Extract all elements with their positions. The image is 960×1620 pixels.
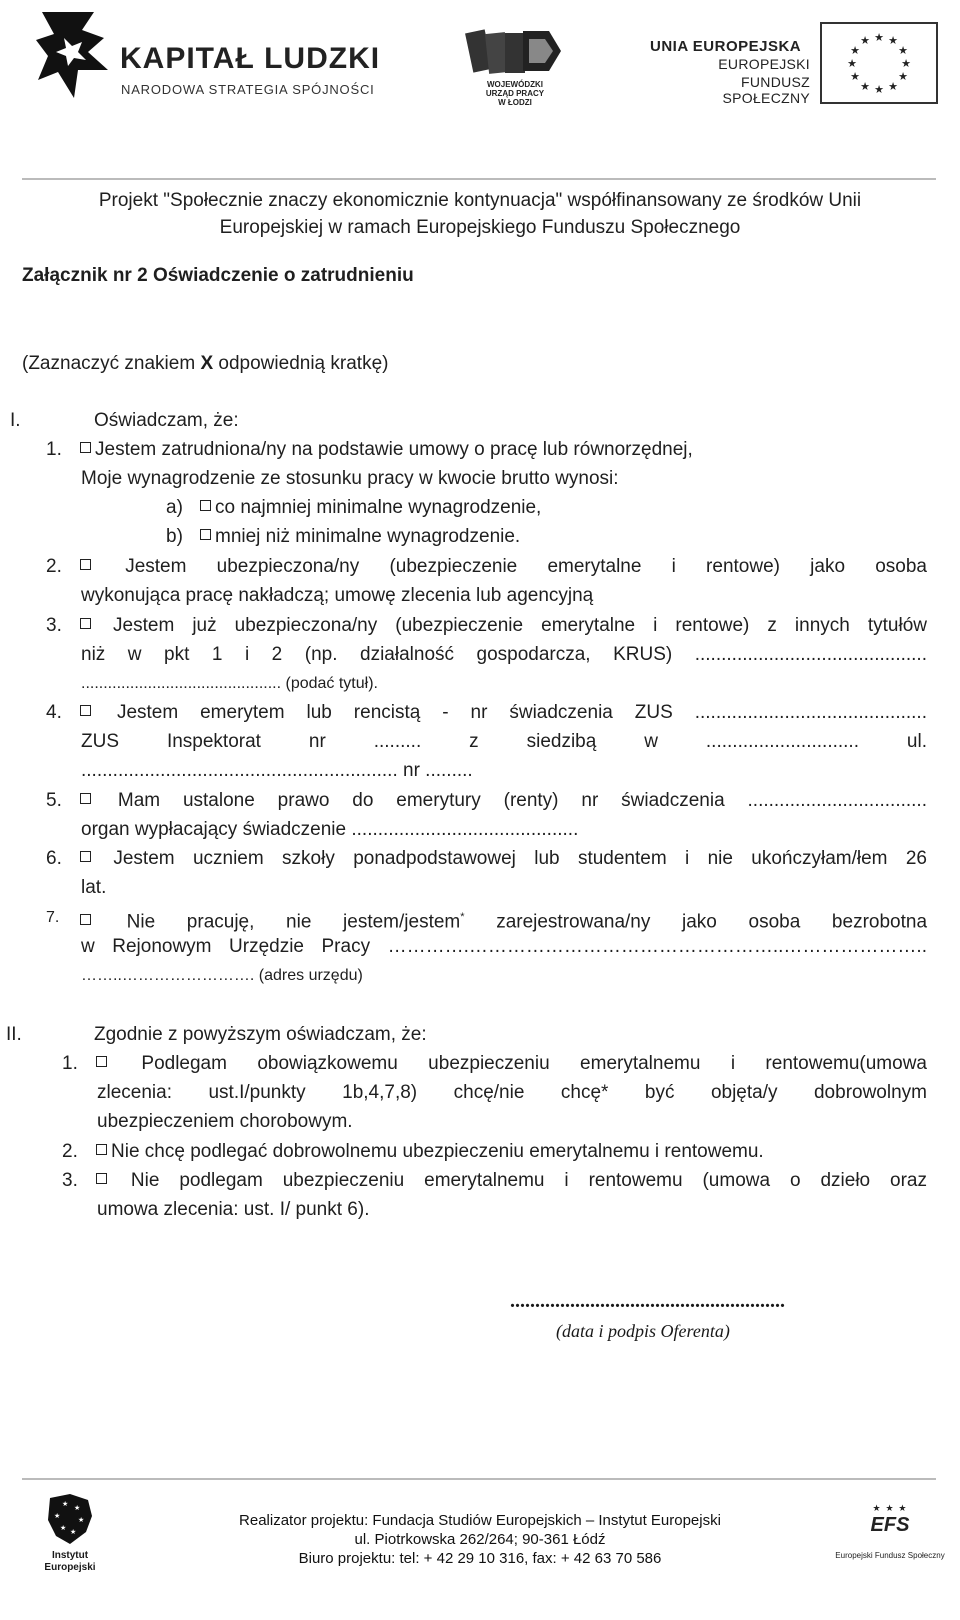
section-2-number: II. [6, 1024, 22, 1045]
svg-text:★: ★ [54, 1512, 61, 1520]
s2-item-1-line-3: ubezpieczeniem chorobowym. [97, 1111, 353, 1132]
item-1a [196, 493, 541, 522]
s2-item-1-line-2: zlecenia: ust.I/punkty 1b,4,7,8) chcę/nie chcę* być objęta/y dobrowolnym [97, 1082, 927, 1103]
section-1-number: I. [10, 410, 21, 431]
item-1b-text: mniej niż minimalne wynagrodzenie. [215, 526, 521, 547]
svg-text:★: ★ [850, 44, 860, 57]
efs-logo [850, 1504, 930, 1537]
s2-item-2-line-1 [92, 1137, 764, 1166]
checkbox[interactable] [200, 529, 211, 540]
item-5-line-2: organ wypłacający świadczenie ........................................... [81, 819, 579, 840]
item-1-text: Jestem zatrudniona/ny na podstawie umowy o pracę lub równorzędnej, [95, 439, 693, 460]
instruction-mark: X [200, 353, 214, 374]
s2-item-3-line-1 [92, 1166, 927, 1195]
efs-stars-icon: ★ ★ ★ [872, 1504, 908, 1514]
svg-text:★: ★ [898, 70, 908, 83]
wup-lodz-text [465, 80, 565, 107]
item-4-line-3: ............................................................ nr ......... [81, 760, 473, 781]
item-1b [196, 522, 520, 551]
item-5-line-1 [76, 786, 927, 815]
item-7-line-2: w Rejonowym Urzędzie Pracy ………….…………………………………………..………………….. [81, 936, 927, 957]
checkbox[interactable] [80, 851, 91, 862]
ue-line-2: FUNDUSZ SPOŁECZNY [722, 74, 810, 106]
svg-text:★: ★ [60, 1524, 67, 1532]
s2-item-1-number: 1. [62, 1053, 78, 1074]
item-5-number: 5. [46, 790, 62, 811]
checkbox[interactable] [80, 618, 91, 629]
item-1-number: 1. [46, 439, 62, 460]
item-3-number: 3. [46, 615, 62, 636]
svg-text:★: ★ [874, 31, 884, 44]
svg-text:★: ★ [847, 57, 857, 70]
svg-text:★: ★ [860, 80, 870, 93]
item-1a-label: a) [166, 497, 183, 518]
kapital-ludzki-subtitle: NARODOWA STRATEGIA SPÓJNOŚCI [121, 82, 375, 97]
item-2-line-2: wykonująca pracę nakładczą; umowę zlecenia lub agencyjną [81, 585, 594, 606]
svg-text:★: ★ [888, 34, 898, 47]
ue-line-1: EUROPEJSKI [718, 56, 810, 72]
project-line-2: Europejskiej w ramach Europejskiego Funduszu Społecznego [219, 217, 741, 238]
s2-item-3-number: 3. [62, 1170, 78, 1191]
checkbox[interactable] [80, 559, 91, 570]
s2-item-1-line-1 [92, 1049, 927, 1078]
instruction-before: (Zaznaczyć znakiem [22, 353, 201, 374]
item-6-text: Jestem uczniem szkoły ponadpodstawowej lub studentem i nie ukończyłam/łem 26 [113, 848, 927, 869]
svg-text:★: ★ [70, 1528, 77, 1536]
footer-line-3: Biuro projektu: tel: + 42 29 10 316, fax: + 42 63 70 586 [298, 1550, 662, 1567]
efs-caption: Europejski Fundusz Społeczny [835, 1551, 945, 1560]
checkbox[interactable] [200, 500, 211, 511]
section-1-title: Oświadczam, że: [94, 410, 239, 431]
item-4-number: 4. [46, 702, 62, 723]
item-5-text: Mam ustalone prawo do emerytury (renty) nr świadczenia .................................. [117, 790, 927, 811]
s2-item-2-number: 2. [62, 1141, 78, 1162]
svg-text:★: ★ [874, 83, 884, 96]
s2-item-1-text: Podlegam obowiązkowemu ubezpieczeniu emerytalnemu i rentowemu(umowa [141, 1053, 927, 1074]
item-4-line-2: ZUS Inspektorat nr ......... z siedzibą w ............................. ul. [81, 731, 927, 752]
item-7-text-a: Nie pracuję, nie jestem/jestem [126, 911, 461, 933]
checkbox[interactable] [96, 1144, 107, 1155]
item-1b-label: b) [166, 526, 183, 547]
ie-line: Europejski [44, 1562, 96, 1573]
instruction-text [22, 349, 388, 378]
wup-line: URZĄD PRACY [485, 89, 545, 98]
item-7-line-3: ……..……………………. (adres urzędu) [81, 967, 363, 984]
checkbox[interactable] [80, 914, 91, 925]
header-divider [22, 178, 936, 180]
efs-logo-text: EFS [870, 1514, 910, 1536]
ie-line: Instytut [51, 1550, 89, 1561]
item-3-line-1 [76, 611, 927, 640]
s2-item-3-text: Nie podlegam ubezpieczeniu emerytalnemu i rentowemu (umowa o dzieło oraz [130, 1170, 927, 1191]
svg-text:★: ★ [898, 44, 908, 57]
item-2-line-1 [76, 552, 927, 581]
item-7-number: 7. [46, 909, 60, 926]
eu-flag-icon [820, 22, 938, 104]
footnote-star: * [460, 911, 465, 923]
item-3-line-3: ............................................. (podać tytuł). [81, 675, 378, 692]
item-2-text: Jestem ubezpieczona/ny (ubezpieczenie emerytalne i rentowe) jako osoba [125, 556, 927, 577]
checkbox[interactable] [80, 705, 91, 716]
svg-text:★: ★ [888, 80, 898, 93]
footer-line-2: ul. Piotrkowska 262/264; 90-361 Łódź [354, 1531, 606, 1548]
item-3-line-2: niż w pkt 1 i 2 (np. działalność gospodarcza, KRUS) ............................................ [81, 644, 927, 665]
item-6-line-2: lat. [81, 877, 107, 898]
svg-text:★: ★ [850, 70, 860, 83]
project-line-1: Projekt "Społecznie znaczy ekonomicznie kontynuacja" współfinansowany ze środków Unii [98, 190, 862, 211]
footer-line-1: Realizator projektu: Fundacja Studiów Europejskich – Instytut Europejski [239, 1512, 721, 1529]
item-4-text: Jestem emerytem lub rencistą - nr świadczenia ZUS ............................................ [116, 702, 927, 723]
item-1a-text: co najmniej minimalne wynagrodzenie, [215, 497, 542, 518]
checkbox[interactable] [96, 1173, 107, 1184]
kapital-ludzki-title: KAPITAŁ LUDZKI [120, 42, 381, 75]
item-4-line-1 [76, 698, 927, 727]
checkbox[interactable] [96, 1056, 107, 1067]
section-2-title: Zgodnie z powyższym oświadczam, że: [94, 1024, 427, 1045]
footer-divider [22, 1478, 936, 1480]
instruction-after: odpowiednią kratkę) [213, 353, 389, 374]
item-2-number: 2. [46, 556, 62, 577]
svg-text:★: ★ [62, 1500, 69, 1508]
item-6-line-1 [76, 844, 927, 873]
svg-text:★: ★ [74, 1504, 81, 1512]
kapital-ludzki-logo [34, 8, 114, 108]
signature-dots: ....................................................... [510, 1290, 785, 1312]
wup-line: WOJEWÓDZKI [487, 80, 543, 89]
svg-text:★: ★ [860, 34, 870, 47]
wup-line: W ŁODZI [498, 98, 532, 107]
s2-item-3-line-2: umowa zlecenia: ust. I/ punkt 6). [97, 1199, 370, 1220]
item-6-number: 6. [46, 848, 62, 869]
signature-label: (data i podpis Oferenta) [556, 1321, 730, 1341]
attachment-title: Załącznik nr 2 Oświadczenie o zatrudnieniu [22, 265, 414, 286]
item-3-text: Jestem już ubezpieczona/ny (ubezpieczenie emerytalne i rentowe) z innych tytułów [113, 615, 927, 636]
svg-text:★: ★ [901, 57, 911, 70]
checkbox[interactable] [80, 793, 91, 804]
ue-title: UNIA EUROPEJSKA [650, 38, 802, 55]
checkbox[interactable] [80, 442, 91, 453]
svg-text:★: ★ [78, 1516, 85, 1524]
item-1-line-2: Moje wynagrodzenie ze stosunku pracy w kwocie brutto wynosi: [81, 468, 619, 489]
item-1-line-1 [76, 435, 693, 464]
item-7-text-b: zarejestrowana/ny jako osoba bezrobotna [496, 911, 928, 933]
s2-item-2-text: Nie chcę podlegać dobrowolnemu ubezpieczeniu emerytalnemu i rentowemu. [111, 1141, 764, 1162]
